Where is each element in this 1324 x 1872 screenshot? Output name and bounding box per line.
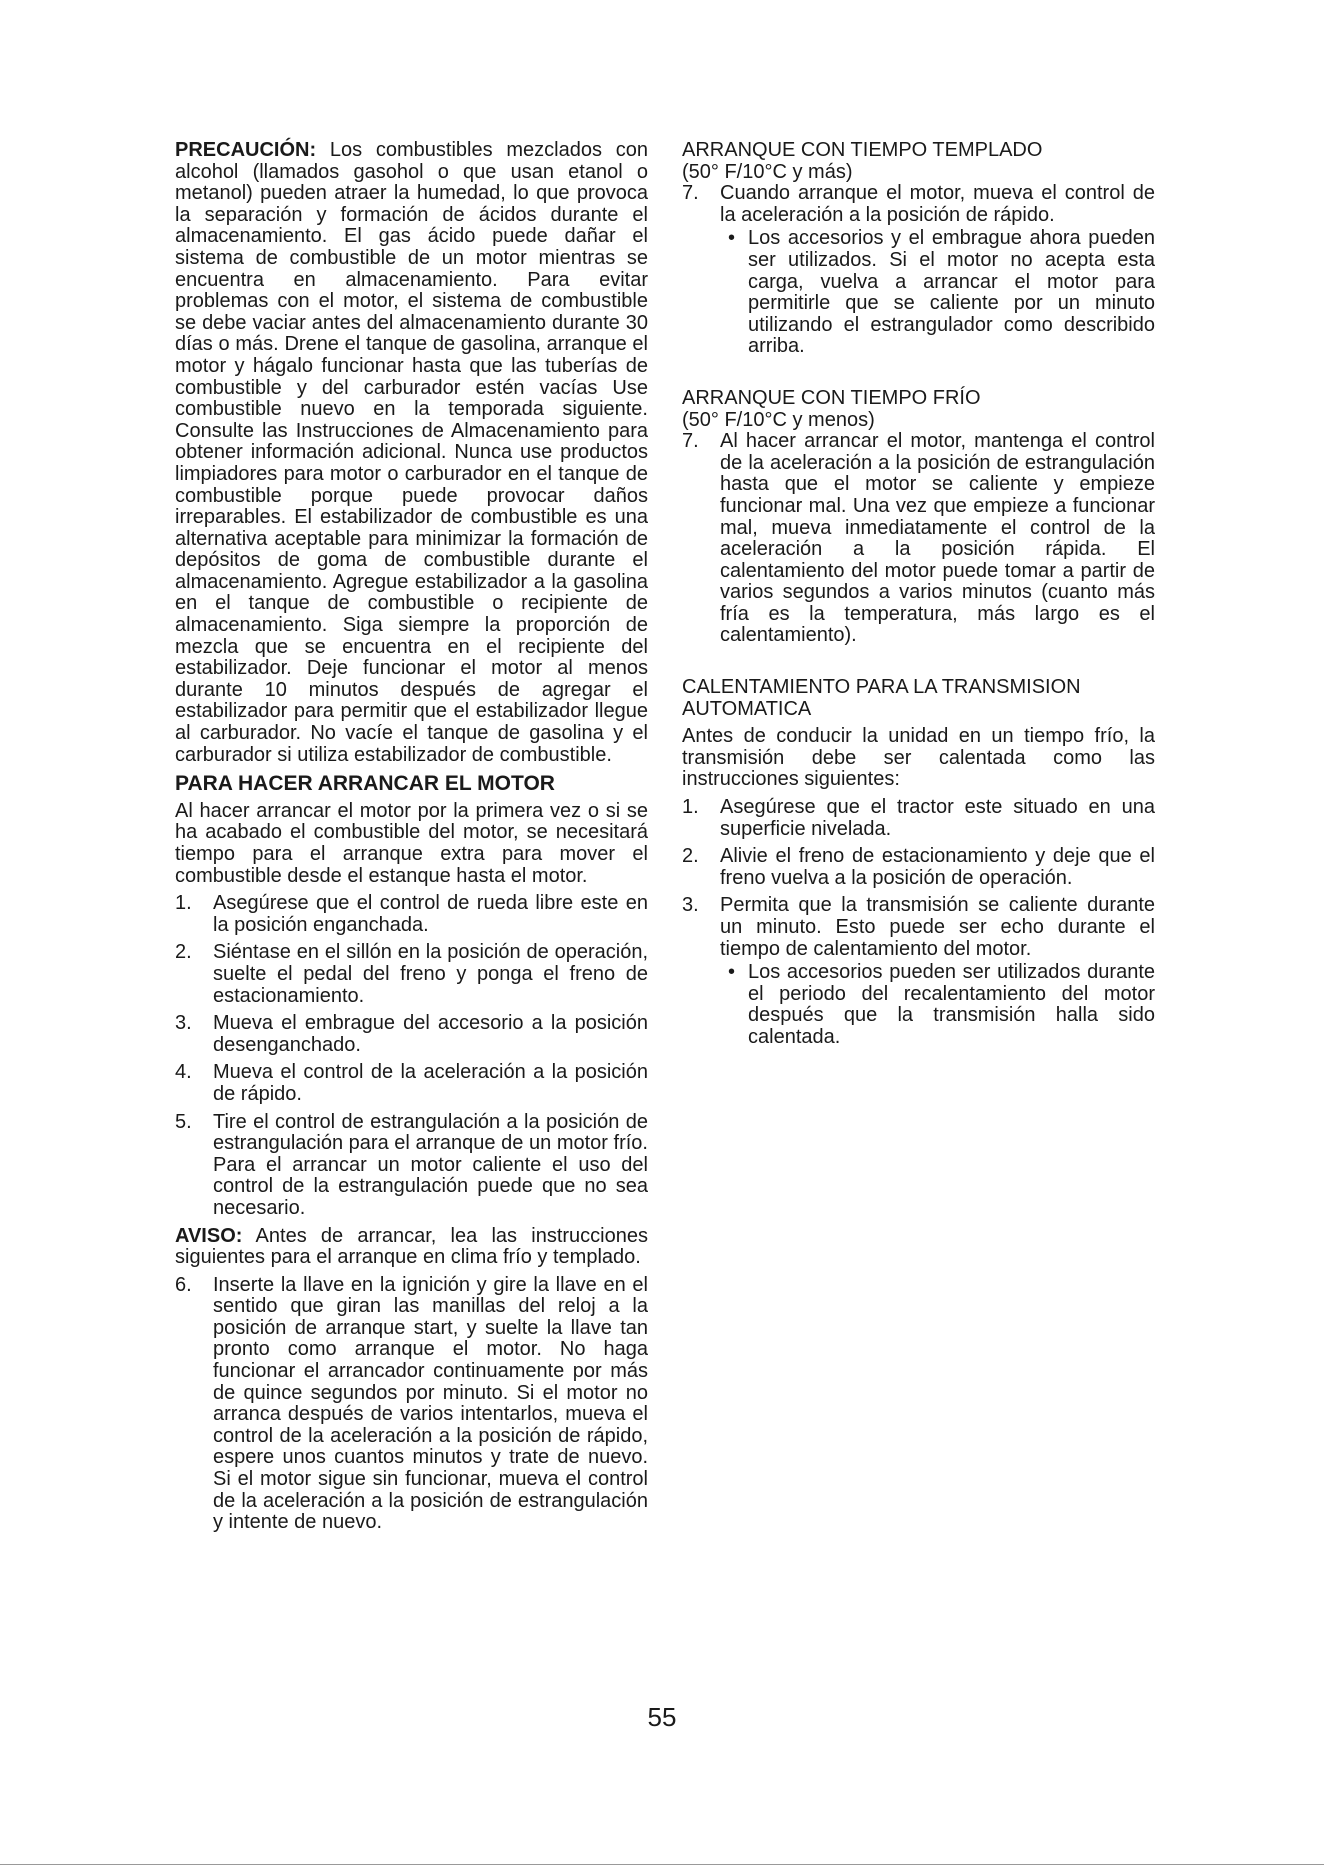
list-item	[682, 431, 1155, 647]
step-number: 3.	[682, 894, 699, 917]
step-number: 6.	[175, 1273, 192, 1296]
page-number: 55	[647, 1702, 677, 1732]
list-item	[175, 1013, 648, 1056]
list-item	[175, 893, 648, 936]
right-column	[682, 140, 1155, 1055]
transmision-steps	[682, 797, 1155, 1049]
heading-tiempo-templado: ARRANQUE CON TIEMPO TEMPLADO	[682, 139, 1043, 161]
arrancar-intro: Al hacer arrancar el motor por la primera vez o si se ha acabado el combustible del motor, se necesitará tiempo para el arranque extra para mover el combustible desde el estanque hasta el motor.	[175, 799, 648, 887]
bullet-item	[720, 228, 1155, 358]
step-text: Cuando arranque el motor, mueva el control de la aceleración a la posición de rápido.	[720, 182, 1155, 226]
precaucion-text: Los combustibles mezclados con alcohol (llamados gasohol o que usan etanol o metanol) pueden atraer la humedad, lo que provoca la separación y formación de ácidos durante el almacenamiento. El gas ácido puede dañar el sistema de combustible de un motor mientras se encuentra en almacenamiento. Para evitar problemas con el motor, el sistema de combustible se debe vaciar antes del almacenamiento durante 30 días o más. Drene el tanque de gasolina, arranque el motor y hágalo funcionar hasta que las tuberías de combustible y del carburador estén vacías Use combustible nuevo en la temporada siguiente. Consulte las Instrucciones de Almacenamiento para obtener información adicional. Nunca use productos limpiadores para motor o carburador en el tanque de combustible porque puede provocar daños irreparables. El estabilizador de combustible es una alternativa aceptable para minimizar la formación de depósitos de goma de combustible durante el almacenamiento. Agregue estabilizador a la gasolina en el tanque de combustible o recipiente de almacenamiento. Siga siempre la proporción de mezcla que se encuentra en el recipiente del estabilizador. Deje funcionar el motor al menos durante 10 minutos después de agregar el estabilizador para permitir que el estabilizador llegue al carburador. No vacíe el tanque de gasolina y el carburador si utiliza estabilizador de combustible.	[175, 139, 648, 766]
step-text: Alivie el freno de estacionamiento y deje que el freno vuelva a la posición de operación.	[720, 845, 1155, 889]
list-item	[175, 942, 648, 1007]
aviso-paragraph	[175, 1226, 648, 1269]
precaucion-label: PRECAUCIÓN:	[175, 139, 317, 161]
list-item	[682, 183, 1155, 358]
list-item	[682, 846, 1155, 889]
heading-transmision-line2: AUTOMATICA	[682, 697, 812, 720]
list-item	[175, 1062, 648, 1105]
list-item	[682, 797, 1155, 840]
step-number: 7.	[682, 430, 699, 453]
transmision-bullets	[720, 962, 1155, 1048]
step-text: Mueva el control de la aceleración a la posición de rápido.	[213, 1061, 648, 1105]
step-text: Mueva el embrague del accesorio a la posición desenganchado.	[213, 1012, 648, 1056]
templado-bullets	[720, 228, 1155, 358]
bullet-item	[720, 962, 1155, 1048]
step-number: 1.	[175, 892, 192, 915]
subheading-tiempo-frio: (50° F/10°C y menos)	[682, 408, 875, 431]
aviso-label: AVISO:	[175, 1224, 243, 1247]
bullet-text: Los accesorios y el embrague ahora pueden ser utilizados. Si el motor no acepta esta carga, vuelva a arrancar el motor para permitirle que se caliente por un minuto utilizando el estrangulador como describido arriba.	[748, 227, 1155, 358]
heading-tiempo-frio: ARRANQUE CON TIEMPO FRÍO	[682, 386, 981, 409]
step-text: Permita que la transmisión se caliente durante un minuto. Esto puede ser echo durante el tiempo de calentamiento del motor.	[720, 894, 1155, 960]
templado-steps	[682, 183, 1155, 358]
transmision-intro: Antes de conducir la unidad en un tiempo frío, la transmisión debe ser calentada como las instrucciones siguientes:	[682, 725, 1155, 791]
step-number: 5.	[175, 1110, 192, 1133]
list-item	[175, 1112, 648, 1220]
step-number: 2.	[682, 845, 699, 868]
step-number: 7.	[682, 182, 699, 205]
arrancar-steps	[175, 893, 648, 1219]
bullet-icon: •	[728, 227, 736, 250]
bullet-icon: •	[728, 961, 736, 984]
heading-transmision-line1: CALENTAMIENTO PARA LA TRANSMISION	[682, 676, 1081, 699]
step-text: Asegúrese que el control de rueda libre este en la posición enganchada.	[213, 892, 648, 936]
spacer	[682, 364, 1155, 388]
aviso-text: Antes de arrancar, lea las instrucciones siguientes para el arranque en clima frío y templado.	[175, 1224, 648, 1269]
bullet-text: Los accesorios pueden ser utilizados durante el periodo del recalentamiento del motor después que la transmisión halla sido calentada.	[748, 961, 1155, 1048]
section-heading-arrancar: PARA HACER ARRANCAR EL MOTOR	[175, 772, 555, 796]
precaucion-paragraph	[175, 140, 648, 766]
step-text: Al hacer arrancar el motor, mantenga el control de la aceleración a la posición de estrangulación hasta que el motor se caliente y empieze funcionar mal. Una vez que empieze a funcionar mal, mueva inmediatamente el control de la aceleración a la posición rápida. El calentamiento del motor puede tomar a partir de varios segundos a varios minutos (cuanto más fría es la temperatura, más largo es el calentamiento).	[720, 430, 1155, 647]
frio-steps	[682, 431, 1155, 647]
left-column	[175, 140, 648, 1540]
step-number: 2.	[175, 941, 192, 964]
bottom-rule	[0, 1864, 1324, 1865]
step-number: 4.	[175, 1061, 192, 1084]
subheading-tiempo-templado: (50° F/10°C y más)	[682, 160, 853, 183]
step-number: 1.	[682, 796, 699, 819]
step-number: 3.	[175, 1012, 192, 1035]
step-text: Tire el control de estrangulación a la posición de estrangulación para el arranque de un motor frío. Para el arrancar un motor caliente el uso del control de la estrangulación puede que no sea necesario.	[213, 1110, 648, 1219]
arrancar-step-6	[175, 1275, 648, 1534]
step-text: Siéntase en el sillón en la posición de operación, suelte el pedal del freno y ponga el freno de estacionamiento.	[213, 941, 648, 1007]
list-item	[175, 1275, 648, 1534]
spacer	[682, 653, 1155, 677]
step-text: Asegúrese que el tractor este situado en una superficie nivelada.	[720, 796, 1155, 840]
list-item	[682, 895, 1155, 1048]
step-text: Inserte la llave en la ignición y gire la llave en el sentido que giran las manillas del reloj a la posición de arranque start, y suelte la llave tan pronto como arranque el motor. No haga funcionar el arrancador continuamente por más de quince segundos por minuto. Si el motor no arranca después de varios intentarlos, mueva el control de la aceleración a la posición de rápido, espere unos cuantos minutos y trate de nuevo. Si el motor sigue sin funcionar, mueva el control de la aceleración a la posición de estrangulación y intente de nuevo.	[213, 1273, 648, 1534]
